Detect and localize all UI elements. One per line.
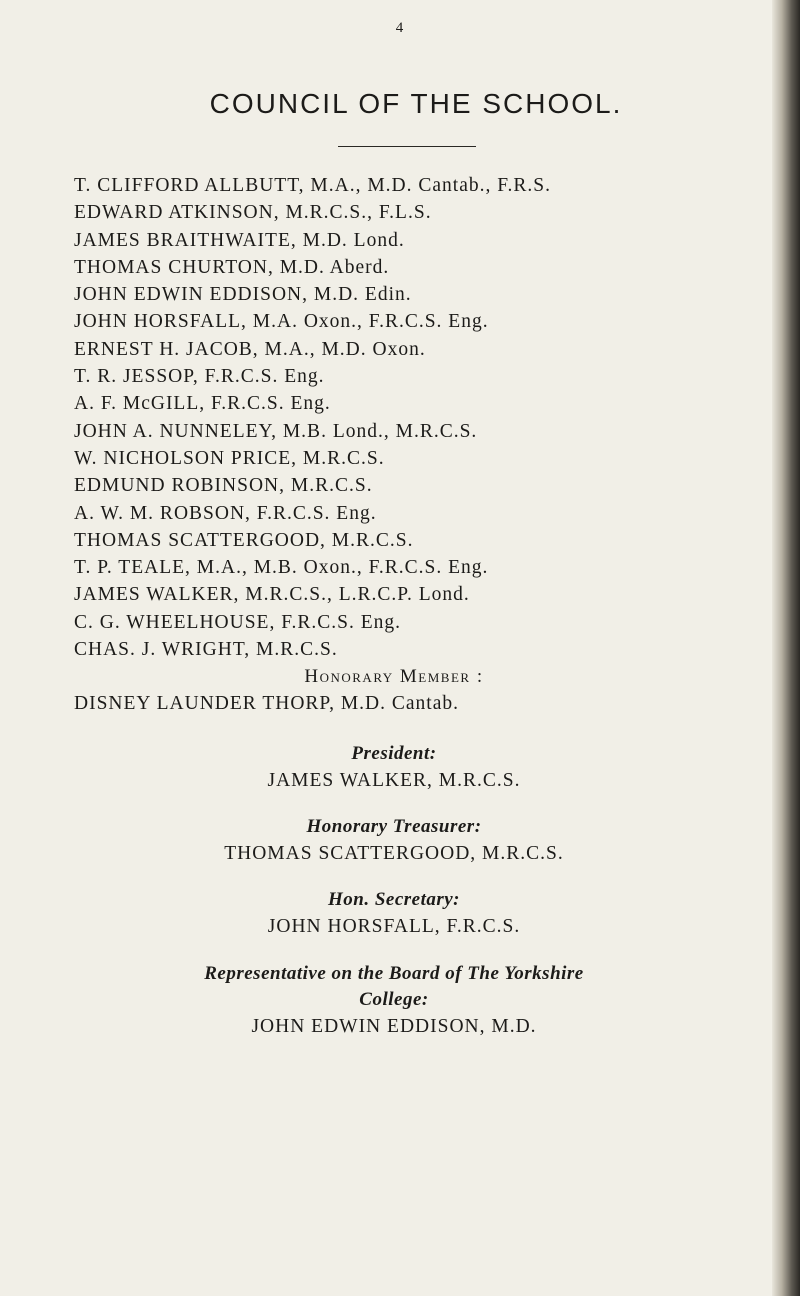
council-member: JAMES BRAITHWAITE, M.D. Lond. bbox=[74, 229, 405, 251]
secretary-name: JOHN HORSFALL, F.R.C.S. bbox=[267, 916, 521, 937]
council-member: T. CLIFFORD ALLBUTT, M.A., M.D. Cantab., F.R.S. bbox=[74, 175, 551, 196]
council-member: A. F. McGILL, F.R.C.S. Eng. bbox=[74, 393, 331, 415]
council-member: CHAS. J. WRIGHT, M.R.C.S. bbox=[74, 639, 338, 661]
page-edge-shadow bbox=[772, 0, 800, 1296]
honorary-member-heading: Honorary Member : bbox=[304, 666, 484, 687]
council-member: JAMES WALKER, M.R.C.S., L.R.C.P. Lond. bbox=[74, 584, 470, 606]
council-member: T. P. TEALE, M.A., M.B. Oxon., F.R.C.S. Eng. bbox=[74, 557, 489, 579]
treasurer-heading: Honorary Treasurer: bbox=[306, 816, 482, 837]
representative-name: JOHN EDWIN EDDISON, M.D. bbox=[251, 1016, 537, 1037]
council-member: EDMUND ROBINSON, M.R.C.S. bbox=[74, 475, 373, 497]
council-member: THOMAS SCATTERGOOD, M.R.C.S. bbox=[74, 529, 414, 551]
representative-heading: Representative on the Board of The Yorkshire bbox=[204, 963, 584, 984]
secretary-section bbox=[74, 887, 714, 940]
council-member: JOHN HORSFALL, M.A. Oxon., F.R.C.S. Eng. bbox=[74, 311, 489, 333]
treasurer-name: THOMAS SCATTERGOOD, M.R.C.S. bbox=[224, 843, 564, 864]
council-member: W. NICHOLSON PRICE, M.R.C.S. bbox=[74, 447, 385, 469]
honorary-member-name: DISNEY LAUNDER THORP, M.D. Cantab. bbox=[74, 693, 459, 714]
council-member: A. W. M. ROBSON, F.R.C.S. Eng. bbox=[74, 502, 377, 524]
president-heading: President: bbox=[351, 743, 437, 764]
representative-section bbox=[74, 961, 714, 1040]
council-member: JOHN A. NUNNELEY, M.B. Lond., M.R.C.S. bbox=[74, 420, 478, 442]
honorary-member-section bbox=[74, 664, 714, 717]
title-divider bbox=[338, 146, 476, 147]
council-member-list bbox=[74, 172, 774, 663]
council-member: EDWARD ATKINSON, M.R.C.S., F.L.S. bbox=[74, 202, 432, 224]
council-member: ERNEST H. JACOB, M.A., M.D. Oxon. bbox=[74, 338, 426, 360]
secretary-heading: Hon. Secretary: bbox=[327, 889, 461, 910]
page-number: 4 bbox=[395, 20, 405, 36]
treasurer-section bbox=[74, 814, 714, 867]
representative-heading-continued: College: bbox=[359, 989, 429, 1010]
page-title: COUNCIL OF THE SCHOOL. bbox=[209, 88, 623, 119]
council-member: THOMAS CHURTON, M.D. Aberd. bbox=[74, 256, 390, 278]
council-member: C. G. WHEELHOUSE, F.R.C.S. Eng. bbox=[74, 611, 402, 633]
council-member: JOHN EDWIN EDDISON, M.D. Edin. bbox=[74, 284, 412, 306]
council-member: T. R. JESSOP, F.R.C.S. Eng. bbox=[74, 366, 325, 388]
president-name: JAMES WALKER, M.R.C.S. bbox=[267, 770, 521, 791]
president-section bbox=[74, 741, 714, 794]
